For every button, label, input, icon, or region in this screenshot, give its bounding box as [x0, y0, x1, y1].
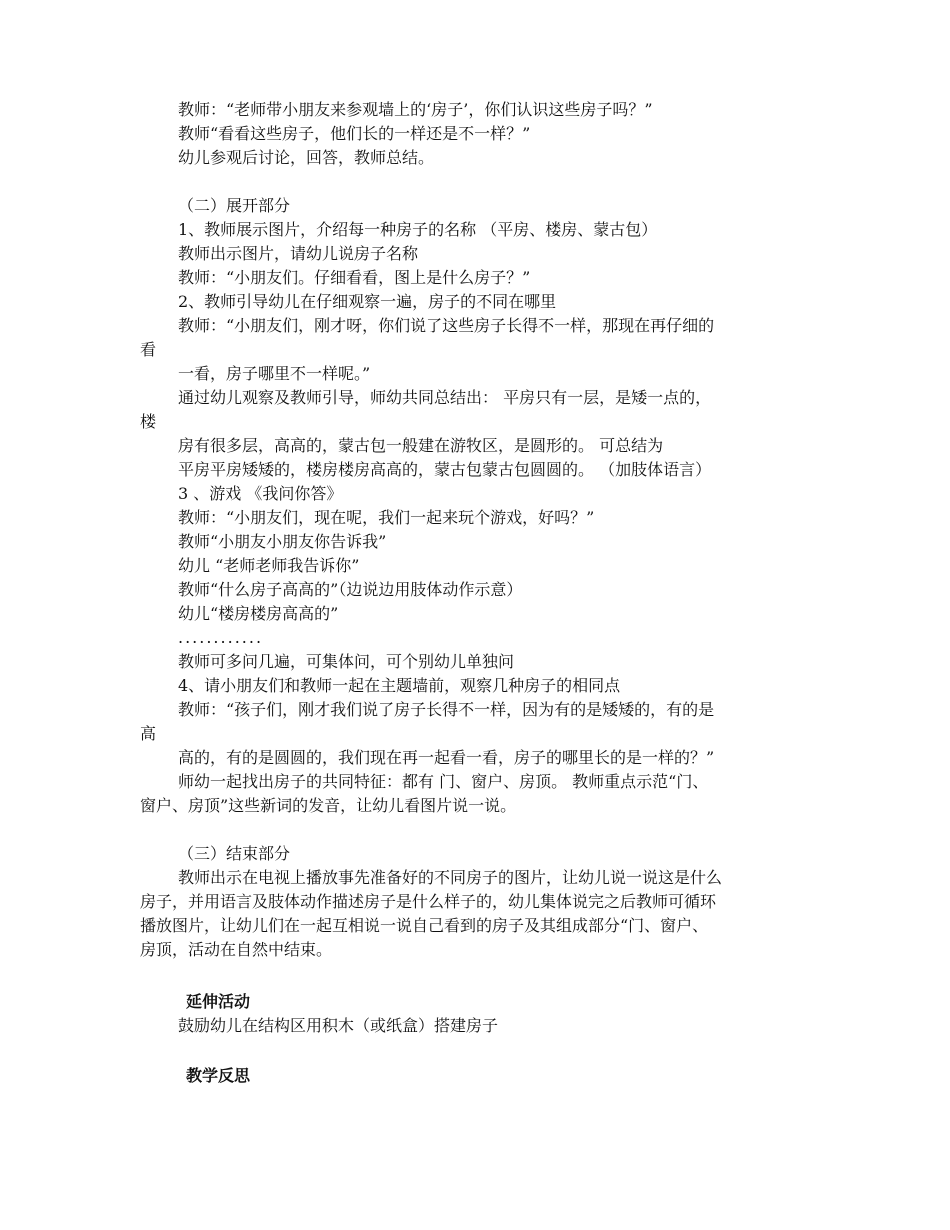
text-line: 播放图片，让幼儿们在一起互相说一说自己看到的房子及其组成部分“门、窗户、	[140, 916, 709, 935]
text-line: 2、教师引导幼儿在仔细观察一遍，房子的不同在哪里	[178, 292, 557, 311]
text-line: 一看，房子哪里不一样呢。”	[178, 364, 371, 383]
text-line: 4、请小朋友们和教师一起在主题墙前，观察几种房子的相同点	[178, 676, 621, 695]
text-line: 教师“小朋友小朋友你告诉我”	[178, 532, 387, 551]
ellipsis-line: ............	[178, 628, 264, 647]
text-line: 教师出示在电视上播放事先准备好的不同房子的图片，让幼儿说一说这是什么	[178, 868, 723, 887]
text-line: 教师：“小朋友们，现在呢，我们一起来玩个游戏，好吗？”	[178, 508, 595, 527]
text-line: 高	[140, 724, 157, 743]
text-line: 教师：“老师带小朋友来参观墙上的‘房子’，你们认识这些房子吗？”	[178, 100, 653, 119]
text-line: 楼	[140, 412, 157, 431]
text-line: 幼儿 “老师老师我告诉你”	[178, 556, 360, 575]
text-line: 房子，并用语言及肢体动作描述房子是什么样子的，幼儿集体说完之后教师可循环	[140, 892, 717, 911]
text-line: 教师：“孩子们，刚才我们说了房子长得不一样，因为有的是矮矮的，有的是	[178, 700, 715, 719]
text-line: 3 、游戏 《我问你答》	[178, 484, 343, 503]
text-line: 高的，有的是圆圆的，我们现在再一起看一看，房子的哪里长的是一样的？”	[178, 748, 715, 767]
text-line: 1、教师展示图片，介绍每一种房子的名称 （平房、楼房、蒙古包）	[178, 220, 658, 239]
text-line: 教师可多问几遍，可集体问，可个别幼儿单独问	[178, 652, 515, 671]
text-line: 通过幼儿观察及教师引导，师幼共同总结出： 平房只有一层，是矮一点的，	[178, 388, 712, 407]
text-line: 教师出示图片，请幼儿说房子名称	[178, 244, 419, 263]
teaching-reflection-heading: 教学反思	[186, 1066, 251, 1085]
text-line: 幼儿参观后讨论，回答，教师总结。	[178, 148, 435, 167]
text-line: 房顶，活动在自然中结束。	[140, 940, 333, 959]
text-line: 教师“什么房子高高的”（边说边用肢体动作示意）	[178, 580, 523, 599]
text-line: 教师：“小朋友们。仔细看看，图上是什么房子？”	[178, 268, 531, 287]
extension-activity-heading: 延伸活动	[186, 992, 251, 1011]
text-line: 教师“看看这些房子，他们长的一样还是不一样？”	[178, 124, 531, 143]
section-heading: （二）展开部分	[178, 196, 291, 215]
text-line: 房有很多层，高高的，蒙古包一般建在游牧区，是圆形的。 可总结为	[178, 436, 664, 455]
text-line: 窗户、房顶”这些新词的发音，让幼儿看图片说一说。	[140, 796, 517, 815]
section-heading: （三）结束部分	[178, 844, 291, 863]
text-line: 幼儿“楼房楼房高高的”	[178, 604, 339, 623]
text-line: 师幼一起找出房子的共同特征：都有 门、窗户、房顶。 教师重点示范“门、	[178, 772, 709, 791]
text-line: 教师：“小朋友们，刚才呀，你们说了这些房子长得不一样，那现在再仔细的	[178, 316, 715, 335]
text-line: 鼓励幼儿在结构区用积木（或纸盒）搭建房子	[178, 1016, 499, 1035]
text-line: 平房平房矮矮的，楼房楼房高高的，蒙古包蒙古包圆圆的。 （加肢体语言）	[178, 460, 712, 479]
text-line: 看	[140, 340, 157, 359]
